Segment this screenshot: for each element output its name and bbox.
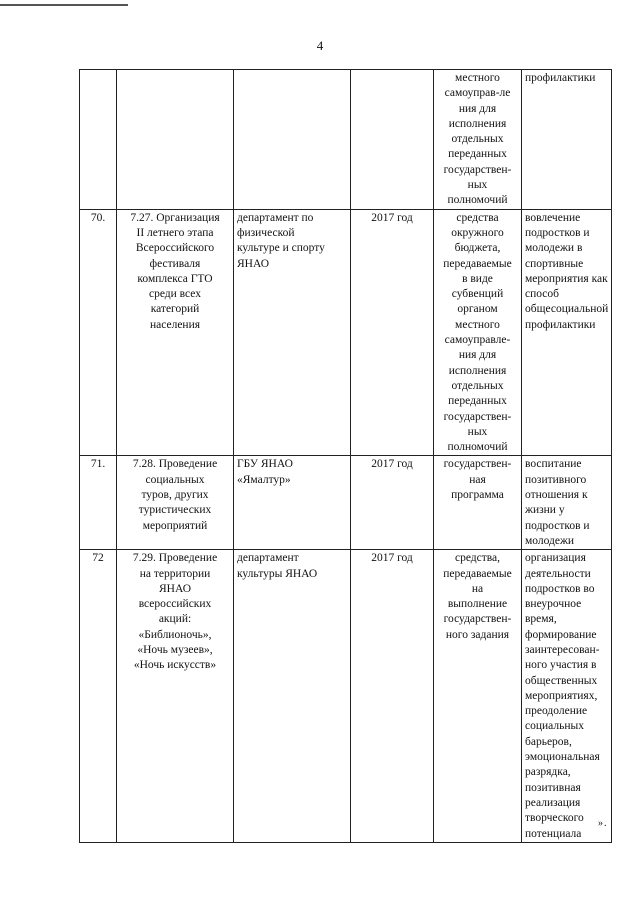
expected-result-cell: организация деятельности подростков во внеурочное время, формирование заинтересован- ного участия в общественных мероприятиях, преодоление социальных барьеров, эмоциональная разрядка, позитивная реализация творческого потенциала bbox=[522, 550, 612, 843]
funding-source-cell: средства окружного бюджета, передаваемые в виде субвенций органом местного самоуправле- ния для исполнения отдельных переданных государствен- ных полномочий bbox=[434, 209, 522, 456]
table-row bbox=[80, 70, 612, 210]
event-cell: 7.28. Проведение социальных туров, других туристических мероприятий bbox=[117, 456, 234, 550]
expected-result-cell: воспитание позитивного отношения к жизни у подростков и молодежи bbox=[522, 456, 612, 550]
events-table bbox=[79, 69, 612, 843]
table-row bbox=[80, 456, 612, 550]
period-cell: 2017 год bbox=[351, 456, 434, 550]
executor-cell: департамент по физической культуре и спорту ЯНАО bbox=[234, 209, 351, 456]
executor-cell bbox=[234, 70, 351, 210]
row-number: 72 bbox=[80, 550, 117, 843]
row-number: 71. bbox=[80, 456, 117, 550]
period-cell: 2017 год bbox=[351, 209, 434, 456]
page-number: 4 bbox=[316, 38, 324, 53]
funding-source-cell: средства, передаваемые на выполнение государствен- ного задания bbox=[434, 550, 522, 843]
funding-source-cell: местного самоуправ-ле ния для исполнения отдельных переданных государствен- ных полномочий bbox=[434, 70, 522, 210]
row-number: 70. bbox=[80, 209, 117, 456]
table-row bbox=[80, 209, 612, 456]
period-cell bbox=[351, 70, 434, 210]
funding-source-cell: государствен- ная программа bbox=[434, 456, 522, 550]
event-cell: 7.29. Проведение на территории ЯНАО всероссийских акций: «Библионочь», «Ночь музеев», «Ночь искусств» bbox=[117, 550, 234, 843]
expected-result-cell: вовлечение подростков и молодежи в спортивные мероприятия как способ общесоциальной профилактики bbox=[522, 209, 612, 456]
event-cell bbox=[117, 70, 234, 210]
top-rule bbox=[0, 4, 128, 6]
expected-result-cell: профилактики bbox=[522, 70, 612, 210]
closing-quote-mark: ». bbox=[598, 818, 608, 829]
row-number bbox=[80, 70, 117, 210]
table-row bbox=[80, 550, 612, 843]
executor-cell: департамент культуры ЯНАО bbox=[234, 550, 351, 843]
event-cell: 7.27. Организация II летнего этапа Всероссийского фестиваля комплекса ГТО среди всех категорий населения bbox=[117, 209, 234, 456]
executor-cell: ГБУ ЯНАО «Ямалтур» bbox=[234, 456, 351, 550]
period-cell: 2017 год bbox=[351, 550, 434, 843]
